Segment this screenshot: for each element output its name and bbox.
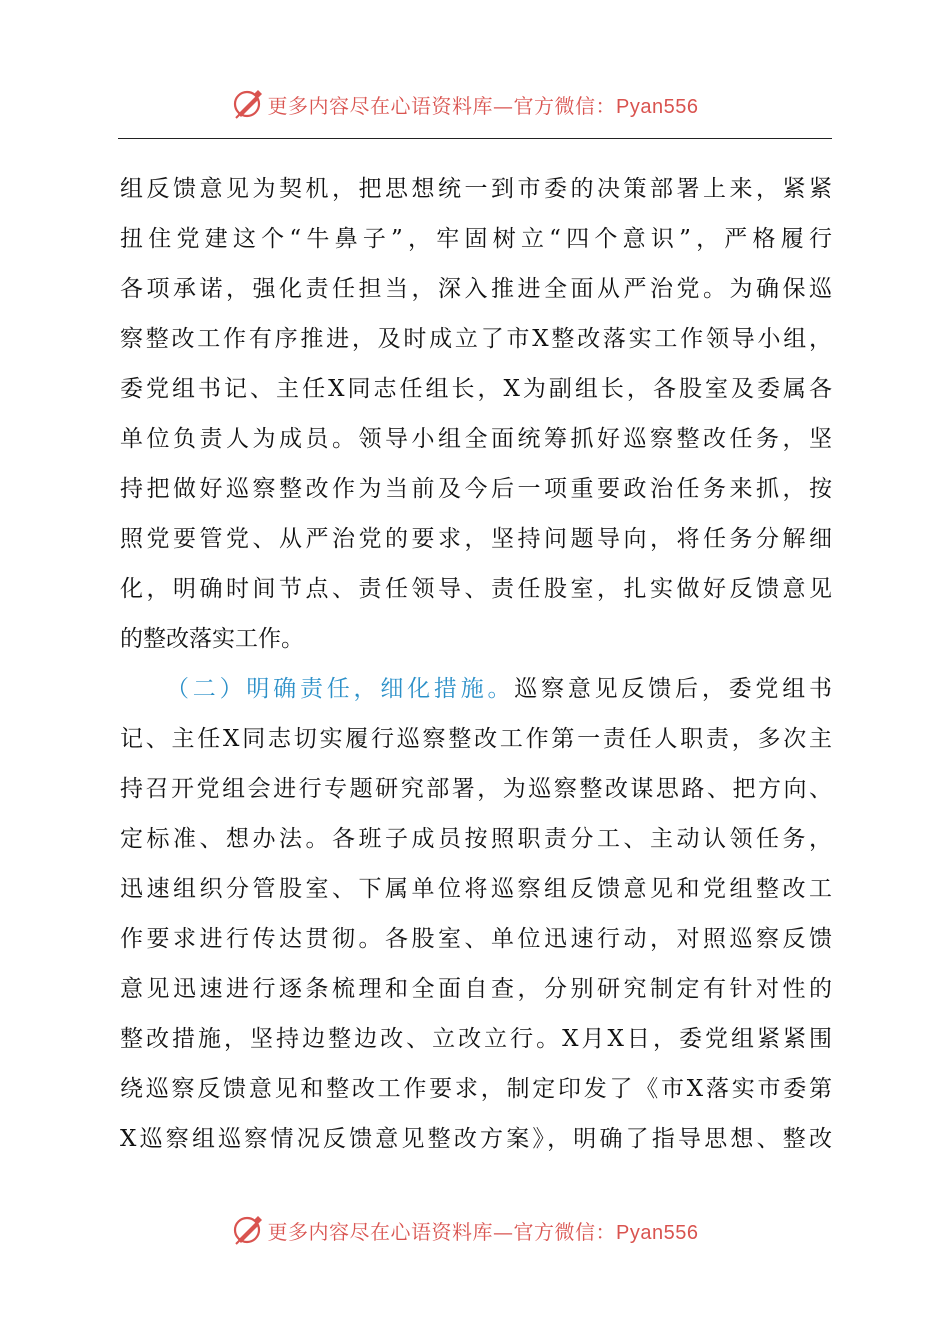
document-body (120, 164, 832, 1164)
body-line: 记、主任X同志切实履行巡察整改工作第一责任人职责，多次主 (120, 726, 832, 752)
body-line: 持召开党组会进行专题研究部署，为巡察整改谋思路、把方向、 (120, 776, 832, 802)
watermark-text: 更多内容尽在心语资料库—官方微信：Pyan556 (267, 1219, 699, 1244)
body-line: 的整改落实工作。 (120, 626, 304, 652)
body-line: 定标准、想办法。各班子成员按照职责分工、主动认领任务， (120, 826, 832, 852)
section-2-first-line (120, 664, 832, 714)
body-line: 持把做好巡察整改作为当前及今后一项重要政治任务来抓，按 (120, 476, 832, 502)
body-line: 组反馈意见为契机，把思想统一到市委的决策部署上来，紧紧 (120, 176, 832, 202)
body-line: 整改措施，坚持边整边改、立改立行。X月X日，委党组紧紧围 (120, 1026, 832, 1052)
body-line: X巡察组巡察情况反馈意见整改方案》，明确了指导思想、整改 (120, 1126, 832, 1152)
body-line: 扭住党建这个“牛鼻子”，牢固树立“四个意识”，严格履行 (120, 226, 832, 252)
wechat-id: Pyan556 (616, 1221, 699, 1244)
footer-watermark (0, 1210, 950, 1250)
watermark-text: 更多内容尽在心语资料库—官方微信：Pyan556 (267, 93, 699, 118)
body-line: 意见迅速进行逐条梳理和全面自查，分别研究制定有针对性的 (120, 976, 832, 1002)
body-line: 察整改工作有序推进，及时成立了市X整改落实工作领导小组， (120, 326, 832, 352)
body-line: 委党组书记、主任X同志任组长，X为副组长，各股室及委属各 (120, 376, 832, 402)
body-line: 作要求进行传达贯彻。各股室、单位迅速行动，对照巡察反馈 (120, 926, 832, 952)
section-2-first-text: 巡察意见反馈后，委党组书 (514, 676, 833, 702)
body-line: 迅速组织分管股室、下属单位将巡察组反馈意见和党组整改工 (120, 876, 832, 902)
body-line: 各项承诺，强化责任担当，深入推进全面从严治党。为确保巡 (120, 276, 832, 302)
body-line: 化，明确时间节点、责任领导、责任股室，扎实做好反馈意见 (120, 576, 832, 602)
wechat-id: Pyan556 (616, 95, 699, 118)
pen-seal-logo-icon (232, 88, 264, 120)
pen-seal-logo-icon (232, 1214, 264, 1246)
header-divider (118, 138, 832, 139)
body-line: 照党要管党、从严治党的要求，坚持问题导向，将任务分解细 (120, 526, 832, 552)
body-line: 绕巡察反馈意见和整改工作要求，制定印发了《市X落实市委第 (120, 1076, 832, 1102)
section-2-heading: （二）明确责任，细化措施。 (166, 676, 515, 702)
header-watermark (0, 84, 950, 124)
body-line: 单位负责人为成员。领导小组全面统筹抓好巡察整改任务，坚 (120, 426, 832, 452)
